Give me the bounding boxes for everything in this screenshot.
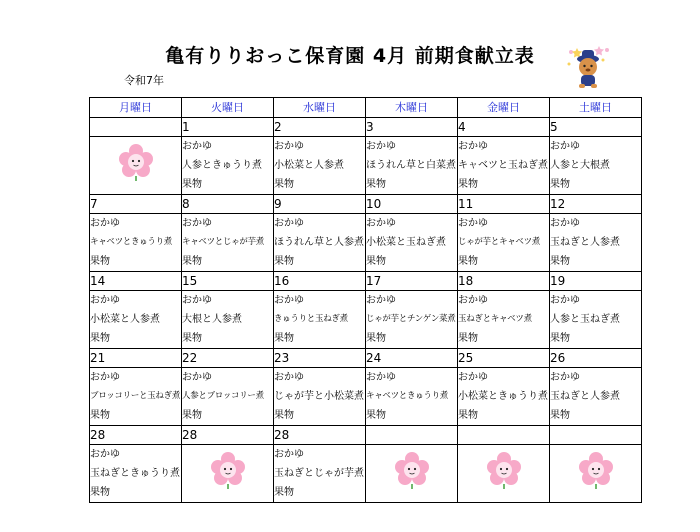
date-cell xyxy=(90,118,182,137)
cherry-blossom-icon xyxy=(578,450,614,490)
menu-line: キャベツときゅうり煮 xyxy=(90,237,173,247)
menu-line: 果物 xyxy=(90,487,110,498)
menu-line: 小松菜ときゅうり煮 xyxy=(458,391,548,402)
menu-line: おかゆ xyxy=(182,218,212,229)
menu-line: おかゆ xyxy=(90,218,120,229)
cherry-blossom-icon xyxy=(118,142,154,182)
menu-line: おかゆ xyxy=(550,218,580,229)
mascot-illustration xyxy=(563,44,613,90)
date-cell: 1 xyxy=(182,118,274,137)
date-row xyxy=(90,349,642,368)
date-cell: 24 xyxy=(366,349,458,368)
date-row xyxy=(90,195,642,214)
date-cell: 18 xyxy=(458,272,550,291)
date-cell: 28 xyxy=(274,426,366,445)
menu-line: ほうれん草と人参煮 xyxy=(274,237,364,248)
menu-line: おかゆ xyxy=(366,141,396,152)
menu-cell xyxy=(182,137,274,195)
menu-line: 果物 xyxy=(182,179,202,190)
menu-cell xyxy=(274,291,366,349)
menu-cell xyxy=(182,291,274,349)
era-year: 令和7年 xyxy=(124,74,164,87)
menu-line: 玉ねぎと人参煮 xyxy=(550,237,620,248)
menu-line: 果物 xyxy=(182,333,202,344)
menu-line: 果物 xyxy=(274,256,294,267)
menu-line: 果物 xyxy=(182,256,202,267)
menu-line: 果物 xyxy=(366,410,386,421)
menu-line: おかゆ xyxy=(550,372,580,383)
menu-line: おかゆ xyxy=(550,141,580,152)
menu-line: おかゆ xyxy=(90,295,120,306)
menu-line: おかゆ xyxy=(458,141,488,152)
menu-line: 果物 xyxy=(550,410,570,421)
date-cell: 19 xyxy=(550,272,642,291)
weekday-header-row xyxy=(90,98,642,118)
menu-line: 果物 xyxy=(458,333,478,344)
menu-cell xyxy=(458,214,550,272)
menu-cell xyxy=(90,214,182,272)
menu-line: 果物 xyxy=(366,179,386,190)
date-cell: 23 xyxy=(274,349,366,368)
weekday-header: 火曜日 xyxy=(182,98,274,118)
menu-row xyxy=(90,291,642,349)
menu-line: おかゆ xyxy=(274,372,304,383)
date-cell: 4 xyxy=(458,118,550,137)
date-cell: 22 xyxy=(182,349,274,368)
menu-cell xyxy=(274,368,366,426)
menu-cell xyxy=(90,291,182,349)
menu-line: 小松菜と玉ねぎ煮 xyxy=(366,237,446,248)
date-cell: 17 xyxy=(366,272,458,291)
menu-cell xyxy=(366,214,458,272)
menu-cell xyxy=(458,137,550,195)
menu-cell-empty xyxy=(458,445,550,503)
menu-line: 人参と大根煮 xyxy=(550,160,610,171)
date-cell: 28 xyxy=(182,426,274,445)
menu-cell xyxy=(366,368,458,426)
menu-line: 玉ねぎとじゃが芋煮 xyxy=(274,468,364,479)
menu-line: おかゆ xyxy=(550,295,580,306)
menu-line: 果物 xyxy=(550,256,570,267)
menu-line: おかゆ xyxy=(182,372,212,383)
menu-calendar xyxy=(89,97,642,503)
date-row xyxy=(90,118,642,137)
menu-line: じゃが芋と小松菜煮 xyxy=(274,391,364,402)
menu-cell xyxy=(550,368,642,426)
menu-line: おかゆ xyxy=(274,449,304,460)
menu-line: おかゆ xyxy=(458,295,488,306)
menu-line: 果物 xyxy=(550,179,570,190)
date-cell: 16 xyxy=(274,272,366,291)
date-cell: 28 xyxy=(90,426,182,445)
menu-line: おかゆ xyxy=(458,218,488,229)
date-cell: 5 xyxy=(550,118,642,137)
menu-cell xyxy=(366,137,458,195)
cherry-blossom-icon xyxy=(394,450,430,490)
date-cell: 8 xyxy=(182,195,274,214)
menu-line: 人参とブロッコリー煮 xyxy=(182,391,264,401)
menu-line: おかゆ xyxy=(366,295,396,306)
menu-line: きゅうりと玉ねぎ煮 xyxy=(274,314,348,324)
date-cell xyxy=(458,426,550,445)
weekday-header: 月曜日 xyxy=(90,98,182,118)
menu-cell xyxy=(550,291,642,349)
menu-line: キャベツときゅうり煮 xyxy=(366,391,449,401)
weekday-header: 木曜日 xyxy=(366,98,458,118)
menu-cell xyxy=(90,445,182,503)
date-cell: 9 xyxy=(274,195,366,214)
menu-cell xyxy=(458,368,550,426)
menu-cell xyxy=(458,291,550,349)
menu-line: 人参と玉ねぎ煮 xyxy=(550,314,620,325)
date-row xyxy=(90,426,642,445)
menu-line: 果物 xyxy=(90,333,110,344)
menu-line: 果物 xyxy=(366,256,386,267)
date-cell: 10 xyxy=(366,195,458,214)
date-row xyxy=(90,272,642,291)
date-cell: 14 xyxy=(90,272,182,291)
menu-line: おかゆ xyxy=(366,372,396,383)
menu-line: 果物 xyxy=(458,410,478,421)
menu-line: 玉ねぎときゅうり煮 xyxy=(90,468,180,479)
menu-line: 果物 xyxy=(550,333,570,344)
menu-line: 果物 xyxy=(366,333,386,344)
menu-row xyxy=(90,137,642,195)
menu-line: キャベツとじゃが芋煮 xyxy=(182,237,265,247)
menu-line: おかゆ xyxy=(90,372,120,383)
date-cell xyxy=(550,426,642,445)
menu-line: 果物 xyxy=(274,487,294,498)
menu-row xyxy=(90,368,642,426)
menu-line: 果物 xyxy=(90,410,110,421)
cherry-blossom-icon xyxy=(486,450,522,490)
menu-cell xyxy=(274,445,366,503)
menu-cell xyxy=(274,137,366,195)
menu-cell-empty xyxy=(182,445,274,503)
menu-line: ほうれん草と白菜煮 xyxy=(366,160,456,171)
date-cell: 15 xyxy=(182,272,274,291)
menu-line: 人参ときゅうり煮 xyxy=(182,160,262,171)
menu-row xyxy=(90,214,642,272)
menu-cell xyxy=(274,214,366,272)
menu-line: おかゆ xyxy=(274,295,304,306)
menu-line: じゃが芋とチンゲン菜煮 xyxy=(366,314,456,324)
date-cell: 7 xyxy=(90,195,182,214)
menu-cell-empty xyxy=(366,445,458,503)
menu-cell xyxy=(182,214,274,272)
date-cell: 21 xyxy=(90,349,182,368)
menu-line: 果物 xyxy=(274,410,294,421)
menu-cell xyxy=(550,214,642,272)
menu-cell xyxy=(550,137,642,195)
menu-cell xyxy=(182,368,274,426)
menu-line: おかゆ xyxy=(182,141,212,152)
weekday-header: 金曜日 xyxy=(458,98,550,118)
date-cell: 3 xyxy=(366,118,458,137)
date-cell: 11 xyxy=(458,195,550,214)
menu-line: 果物 xyxy=(458,179,478,190)
menu-line: 玉ねぎと人参煮 xyxy=(550,391,620,402)
page-title: 亀有りりおっこ保育園 4月 前期食献立表 xyxy=(165,45,535,67)
menu-line: 果物 xyxy=(90,256,110,267)
menu-line: おかゆ xyxy=(366,218,396,229)
date-cell: 2 xyxy=(274,118,366,137)
menu-line: おかゆ xyxy=(274,141,304,152)
menu-line: おかゆ xyxy=(182,295,212,306)
menu-cell-empty xyxy=(550,445,642,503)
menu-line: 小松菜と人参煮 xyxy=(90,314,160,325)
menu-line: おかゆ xyxy=(458,372,488,383)
menu-line: 大根と人参煮 xyxy=(182,314,242,325)
cherry-blossom-icon xyxy=(210,450,246,490)
menu-row xyxy=(90,445,642,503)
weekday-header: 水曜日 xyxy=(274,98,366,118)
menu-cell xyxy=(90,368,182,426)
menu-line: 果物 xyxy=(182,410,202,421)
date-cell: 26 xyxy=(550,349,642,368)
menu-line: 玉ねぎとキャベツ煮 xyxy=(458,314,532,324)
date-cell: 12 xyxy=(550,195,642,214)
date-cell: 25 xyxy=(458,349,550,368)
menu-line: 小松菜と人参煮 xyxy=(274,160,344,171)
menu-line: 果物 xyxy=(274,333,294,344)
menu-line: おかゆ xyxy=(274,218,304,229)
menu-line: 果物 xyxy=(274,179,294,190)
menu-line: ブロッコリーと玉ねぎ煮 xyxy=(90,391,181,401)
weekday-header: 土曜日 xyxy=(550,98,642,118)
menu-line: おかゆ xyxy=(90,449,120,460)
menu-cell xyxy=(366,291,458,349)
menu-line: 果物 xyxy=(458,256,478,267)
date-cell xyxy=(366,426,458,445)
menu-cell-empty xyxy=(90,137,182,195)
menu-line: キャベツと玉ねぎ煮 xyxy=(458,160,548,171)
menu-line: じゃが芋とキャベツ煮 xyxy=(458,237,541,247)
